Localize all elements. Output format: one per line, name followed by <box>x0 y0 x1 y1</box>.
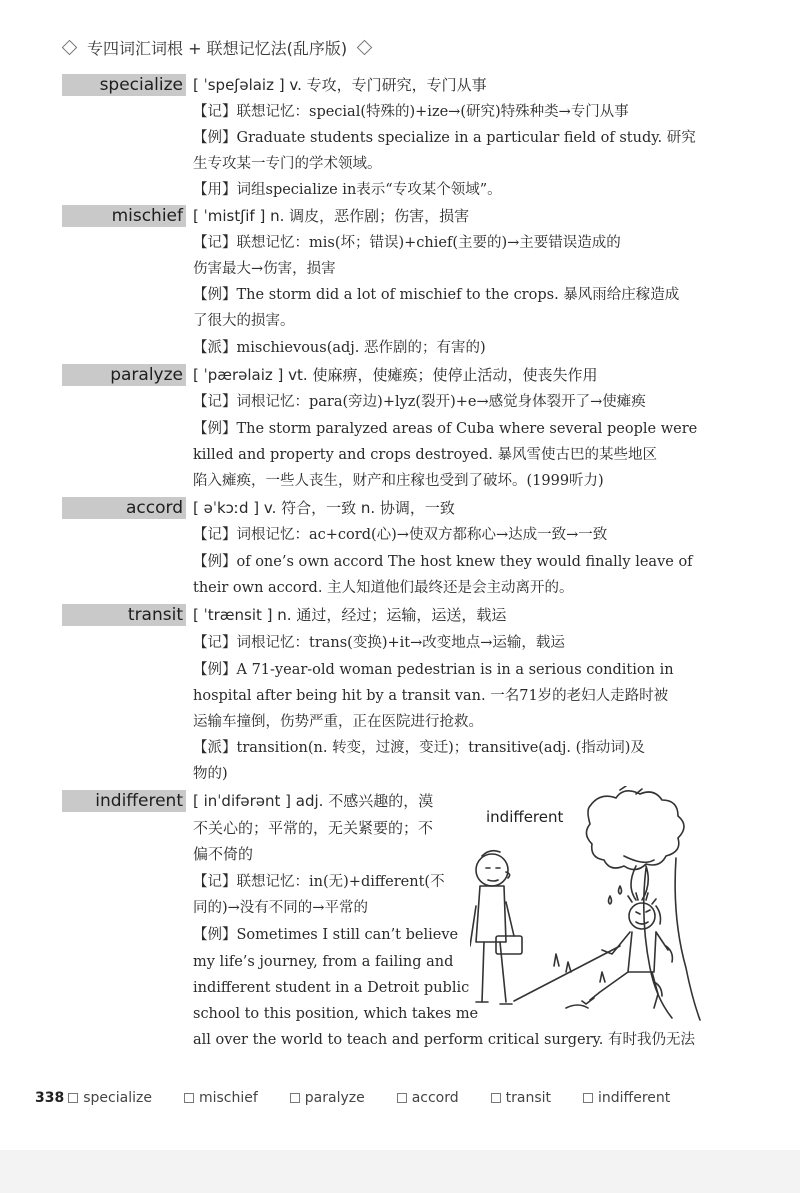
header-title: 专四词汇词根 + 联想记忆法(乱序版) <box>87 38 348 58</box>
checkbox-icon <box>583 1093 593 1103</box>
running-header <box>60 30 760 64</box>
example-line: 【例】of one’s own accord The host knew they would finally leave of <box>193 554 693 570</box>
checkbox-icon <box>184 1093 194 1103</box>
memory-line: 【记】联想记忆：mis(坏；错误)+chief(主要的)→主要错误造成的 <box>193 235 621 251</box>
cartoon-illustration <box>470 786 702 1021</box>
checkbox-icon <box>491 1093 501 1103</box>
example-line: 【例】The storm paralyzed areas of Cuba where several people were <box>193 421 698 437</box>
footer-word: paralyze <box>304 1090 365 1106</box>
definition-line: [ ˈtrænsit ] n. 通过，经过；运输，运送，载运 <box>193 606 507 624</box>
headword: specialize <box>62 74 186 96</box>
footer-word-item <box>491 1090 551 1106</box>
definition-line: 偏不倚的 <box>193 845 254 863</box>
memory-line: 【记】联想记忆：in(无)+different(不 <box>193 874 445 890</box>
derivative-line: 【派】transition(n. 转变，过渡，变迁)；transitive(adj. (指动词)及 <box>193 740 645 756</box>
memory-line: 【记】词根记忆：trans(变换)+it→改变地点→运输，载运 <box>193 635 565 651</box>
footer-word: specialize <box>83 1090 152 1106</box>
definition-line: [ əˈkɔːd ] v. 符合，一致 n. 协调，一致 <box>193 499 455 517</box>
definition-line: [ ˈpærəlaiz ] vt. 使麻痹，使瘫痪；使停止活动，使丧失作用 <box>193 366 598 384</box>
example-line: 生专攻某一专门的学术领域。 <box>193 156 382 172</box>
example-line: school to this position, which takes me <box>193 1006 479 1022</box>
example-line: my life’s journey, from a failing and <box>193 954 454 970</box>
derivative-line: 【派】mischievous(adj. 恶作剧的；有害的) <box>193 340 486 356</box>
example-line: killed and property and crops destroyed. 暴风雪使古巴的某些地区 <box>193 447 657 463</box>
headword: paralyze <box>62 364 186 386</box>
checkbox-icon <box>397 1093 407 1103</box>
footer-word-item <box>397 1090 459 1106</box>
footer-word: mischief <box>198 1090 258 1106</box>
page-number: 338 <box>35 1090 65 1106</box>
usage-line: 【用】词组specialize in表示“专攻某个领域”。 <box>193 182 502 198</box>
footer-word: indifferent <box>598 1090 671 1106</box>
definition-line: [ ˈspeʃəlaiz ] v. 专攻，专门研究，专门从事 <box>193 76 487 94</box>
definition-line: [ inˈdifərənt ] adj. 不感兴趣的，漠 <box>193 792 434 810</box>
footer-word: transit <box>505 1090 552 1106</box>
example-line: 了很大的损害。 <box>193 313 295 329</box>
example-line: 陷入瘫痪，一些人丧生，财产和庄稼也受到了破坏。(1999听力) <box>193 473 604 489</box>
footer-word-item <box>583 1090 670 1106</box>
example-line: indifferent student in a Detroit public <box>193 980 470 996</box>
example-line: 【例】The storm did a lot of mischief to the crops. 暴风雨给庄稼造成 <box>193 287 680 303</box>
memory-line: 同的)→没有不同的→平常的 <box>193 900 368 916</box>
memory-line: 【记】词根记忆：ac+cord(心)→使双方都称心→达成一致→一致 <box>193 527 608 543</box>
memory-line: 【记】词根记忆：para(旁边)+lyz(裂开)+e→感觉身体裂开了→使瘫痪 <box>193 394 646 410</box>
derivative-line: 物的) <box>193 766 228 782</box>
footer-word-item <box>290 1090 365 1106</box>
example-line: hospital after being hit by a transit van. 一名71岁的老妇人走路时被 <box>193 688 669 704</box>
page-margin <box>0 1150 800 1193</box>
footer-word-item <box>184 1090 258 1106</box>
footer-word: accord <box>411 1090 459 1106</box>
checkbox-icon <box>290 1093 300 1103</box>
example-line: 【例】A 71-year-old woman pedestrian is in a serious condition in <box>193 662 674 678</box>
headword: mischief <box>62 205 186 227</box>
headword: transit <box>62 604 186 626</box>
illustration-label: indifferent <box>486 808 564 826</box>
example-line: their own accord. 主人知道他们最终还是会主动离开的。 <box>193 580 574 596</box>
diamond-icon <box>357 39 373 55</box>
memory-line: 【记】联想记忆：special(特殊的)+ize→(研究)特殊种类→专门从事 <box>193 104 629 120</box>
example-line: 【例】Graduate students specialize in a particular field of study. 研究 <box>193 130 696 146</box>
checkbox-icon <box>68 1093 78 1103</box>
headword: accord <box>62 497 186 519</box>
definition-line: 不关心的；平常的，无关紧要的；不 <box>193 819 434 837</box>
headword: indifferent <box>62 790 186 812</box>
example-line: all over the world to teach and perform critical surgery. 有时我仍无法 <box>193 1032 696 1048</box>
example-line: 【例】Sometimes I still can’t believe <box>193 927 459 943</box>
example-line: 运输车撞倒，伤势严重，正在医院进行抢救。 <box>193 714 483 730</box>
page-footer <box>35 1087 775 1109</box>
definition-line: [ ˈmistʃif ] n. 调皮，恶作剧；伤害，损害 <box>193 207 470 225</box>
diamond-icon <box>62 39 78 55</box>
memory-line: 伤害最大→伤害，损害 <box>193 261 336 277</box>
footer-word-item <box>68 1090 152 1106</box>
